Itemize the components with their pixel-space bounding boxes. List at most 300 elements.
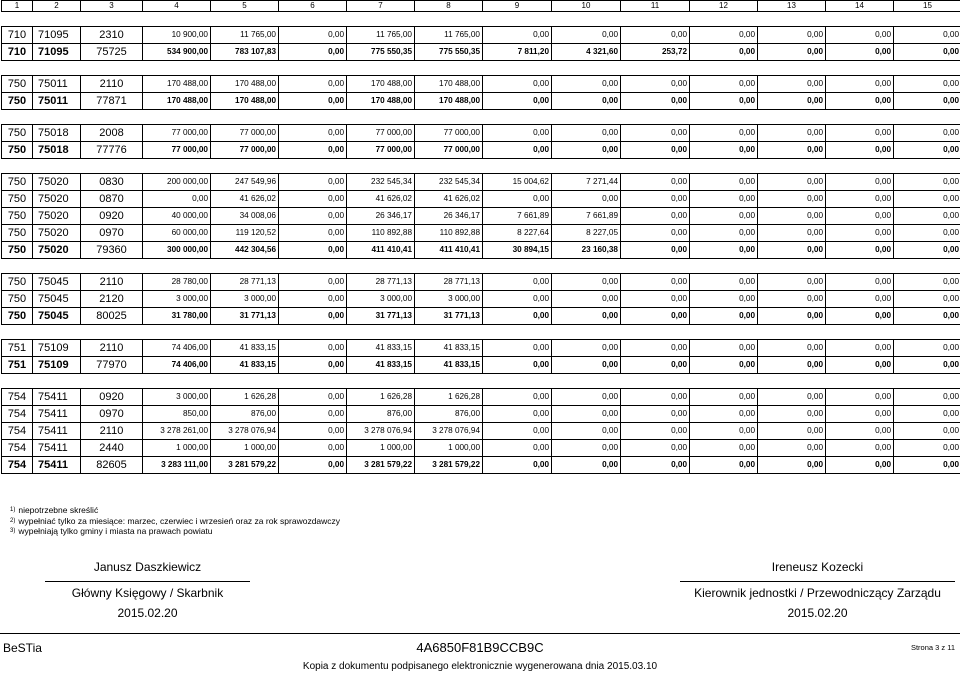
- table-cell: 0,00: [894, 44, 960, 61]
- table-cell: 75045: [33, 274, 81, 291]
- table-cell: 754: [2, 406, 33, 423]
- table-cell: 0,00: [483, 76, 552, 93]
- table-cell: 750: [2, 76, 33, 93]
- table-cell: 0,00: [483, 406, 552, 423]
- table-cell: 3 000,00: [143, 389, 211, 406]
- table-cell: 0,00: [621, 208, 690, 225]
- table-cell: 2440: [81, 440, 143, 457]
- table-cell: 0,00: [552, 76, 621, 93]
- table-cell: 0,00: [279, 174, 347, 191]
- table-cell: 750: [2, 191, 33, 208]
- spacer-cell: [2, 374, 960, 389]
- table-cell: 411 410,41: [415, 242, 483, 259]
- table-cell: 3 278 076,94: [347, 423, 415, 440]
- table-cell: 77 000,00: [347, 142, 415, 159]
- table-cell: 754: [2, 440, 33, 457]
- table-cell: 0,00: [279, 142, 347, 159]
- table-cell: 15 004,62: [483, 174, 552, 191]
- table-cell: 0,00: [758, 389, 826, 406]
- table-cell: 77 000,00: [211, 142, 279, 159]
- table-cell: 0,00: [826, 423, 894, 440]
- table-cell: 754: [2, 423, 33, 440]
- table-cell: 2310: [81, 27, 143, 44]
- table-cell: 0,00: [894, 423, 960, 440]
- table-cell: 754: [2, 389, 33, 406]
- table-row-total: [2, 93, 960, 110]
- table-cell: 3 278 261,00: [143, 423, 211, 440]
- signer-name: Janusz Daszkiewicz: [93, 560, 202, 574]
- table-cell: 23 160,38: [552, 242, 621, 259]
- table-cell: 1 626,28: [211, 389, 279, 406]
- table-cell: 0,00: [552, 440, 621, 457]
- table-cell: 0,00: [894, 208, 960, 225]
- table-cell: 41 833,15: [347, 357, 415, 374]
- table-cell: 2110: [81, 340, 143, 357]
- table-cell: 0,00: [894, 174, 960, 191]
- table-cell: 750: [2, 291, 33, 308]
- table-cell: 0,00: [143, 191, 211, 208]
- table-cell: 0,00: [826, 308, 894, 325]
- table-cell: 0,00: [279, 225, 347, 242]
- signer-name: Ireneusz Kozecki: [771, 560, 864, 574]
- table-cell: 77 000,00: [211, 125, 279, 142]
- table-cell: 0,00: [621, 357, 690, 374]
- table-cell: 75109: [33, 357, 81, 374]
- table-cell: 710: [2, 27, 33, 44]
- table-cell: 0,00: [690, 174, 758, 191]
- table-cell: 82605: [81, 457, 143, 474]
- spacer-cell: [2, 61, 960, 76]
- table-cell: 41 833,15: [347, 340, 415, 357]
- table-cell: 0,00: [621, 27, 690, 44]
- table-cell: 170 488,00: [347, 76, 415, 93]
- table-cell: 0,00: [279, 357, 347, 374]
- table-cell: 0,00: [279, 125, 347, 142]
- signer-role: Główny Księgowy / Skarbnik: [71, 586, 224, 600]
- table-cell: 0,00: [690, 406, 758, 423]
- table-cell: 170 488,00: [211, 93, 279, 110]
- table-cell: 77 000,00: [415, 125, 483, 142]
- table-cell: 0,00: [758, 225, 826, 242]
- table-cell: 77871: [81, 93, 143, 110]
- table-cell: 0,00: [483, 274, 552, 291]
- table-cell: 1 000,00: [347, 440, 415, 457]
- budget-execution-table: [1, 0, 960, 474]
- table-cell: 3 281 579,22: [211, 457, 279, 474]
- table-cell: 750: [2, 225, 33, 242]
- table-cell: 41 833,15: [211, 340, 279, 357]
- table-cell: 2110: [81, 274, 143, 291]
- table-cell: 75011: [33, 93, 81, 110]
- table-row: [2, 274, 960, 291]
- table-cell: 31 780,00: [143, 308, 211, 325]
- table-cell: 71095: [33, 44, 81, 61]
- table-cell: 0,00: [621, 274, 690, 291]
- table-cell: 0,00: [758, 142, 826, 159]
- table-cell: 0,00: [690, 457, 758, 474]
- table-cell: 0920: [81, 389, 143, 406]
- table-cell: 0,00: [690, 274, 758, 291]
- table-cell: 7 271,44: [552, 174, 621, 191]
- table-cell: 80025: [81, 308, 143, 325]
- table-cell: 2120: [81, 291, 143, 308]
- table-cell: 0,00: [621, 291, 690, 308]
- table-cell: 0,00: [552, 389, 621, 406]
- table-cell: 0,00: [894, 440, 960, 457]
- table-cell: 0,00: [894, 308, 960, 325]
- table-cell: 0,00: [279, 93, 347, 110]
- group-spacer: [2, 259, 960, 274]
- signature-block-manager: [680, 560, 955, 620]
- signature-date: 2015.02.20: [787, 606, 848, 620]
- column-number: 4: [143, 1, 211, 12]
- table-cell: 11 765,00: [347, 27, 415, 44]
- table-cell: 1 000,00: [211, 440, 279, 457]
- table-cell: 0,00: [758, 308, 826, 325]
- spacer-cell: [2, 259, 960, 274]
- table-cell: 1 626,28: [347, 389, 415, 406]
- table-cell: 0,00: [894, 274, 960, 291]
- table-cell: 783 107,83: [211, 44, 279, 61]
- table-cell: 3 281 579,22: [415, 457, 483, 474]
- table-cell: 74 406,00: [143, 340, 211, 357]
- spacer-cell: [2, 159, 960, 174]
- table-cell: 0,00: [826, 208, 894, 225]
- table-cell: 0,00: [690, 357, 758, 374]
- table-cell: 75045: [33, 291, 81, 308]
- table-cell: 41 833,15: [211, 357, 279, 374]
- table-cell: 0,00: [826, 174, 894, 191]
- table-cell: 0,00: [758, 440, 826, 457]
- table-cell: 876,00: [211, 406, 279, 423]
- table-cell: 0,00: [483, 291, 552, 308]
- table-cell: 0,00: [826, 76, 894, 93]
- table-cell: 28 771,13: [415, 274, 483, 291]
- table-row: [2, 291, 960, 308]
- group-spacer: [2, 61, 960, 76]
- table-cell: 28 771,13: [211, 274, 279, 291]
- table-cell: 0,00: [690, 125, 758, 142]
- table-cell: 75020: [33, 242, 81, 259]
- table-cell: 0,00: [621, 423, 690, 440]
- table-cell: 0,00: [279, 274, 347, 291]
- table-cell: 0,00: [552, 308, 621, 325]
- table-cell: 0,00: [826, 142, 894, 159]
- table-cell: 0,00: [690, 142, 758, 159]
- table-cell: 75020: [33, 174, 81, 191]
- table-cell: 0,00: [279, 242, 347, 259]
- table-cell: 7 661,89: [483, 208, 552, 225]
- table-cell: 41 626,02: [211, 191, 279, 208]
- group-spacer: [2, 12, 960, 27]
- table-cell: 75018: [33, 125, 81, 142]
- table-cell: 77970: [81, 357, 143, 374]
- table-cell: 0,00: [826, 93, 894, 110]
- table-cell: 0,00: [552, 423, 621, 440]
- table-cell: 3 000,00: [347, 291, 415, 308]
- table-cell: 0,00: [690, 340, 758, 357]
- signature-block-accountant: [45, 560, 250, 620]
- table-cell: 0,00: [279, 44, 347, 61]
- table-cell: 0,00: [279, 423, 347, 440]
- table-cell: 4 321,60: [552, 44, 621, 61]
- table-cell: 750: [2, 242, 33, 259]
- table-cell: 75020: [33, 225, 81, 242]
- table-cell: 3 000,00: [143, 291, 211, 308]
- table-cell: 0,00: [483, 423, 552, 440]
- table-cell: 0,00: [894, 389, 960, 406]
- table-cell: 300 000,00: [143, 242, 211, 259]
- table-cell: 77 000,00: [415, 142, 483, 159]
- table-cell: 0,00: [826, 340, 894, 357]
- table-cell: 0,00: [621, 340, 690, 357]
- table-cell: 0,00: [894, 357, 960, 374]
- table-cell: 0,00: [483, 125, 552, 142]
- table-cell: 0,00: [894, 457, 960, 474]
- column-number: 2: [33, 1, 81, 12]
- spacer-cell: [2, 12, 960, 27]
- table-cell: 10 900,00: [143, 27, 211, 44]
- column-number: 8: [415, 1, 483, 12]
- footnote: $^{2)}$ wypełniać tylko za miesiące: marzec, czerwiec i wrzesień oraz za rok sprawozdawczy: [10, 515, 341, 526]
- table-cell: 75725: [81, 44, 143, 61]
- page-number: Strona 3 z 11: [910, 643, 955, 652]
- table-row: [2, 174, 960, 191]
- table-cell: 0,00: [690, 76, 758, 93]
- table-row: [2, 423, 960, 440]
- table-cell: 0,00: [894, 93, 960, 110]
- table-cell: 0,00: [894, 27, 960, 44]
- table-cell: 0,00: [758, 93, 826, 110]
- table-cell: 0,00: [690, 242, 758, 259]
- table-cell: 775 550,35: [347, 44, 415, 61]
- table-cell: 0,00: [621, 389, 690, 406]
- table-cell: 232 545,34: [347, 174, 415, 191]
- table-cell: 7 811,20: [483, 44, 552, 61]
- table-cell: 0,00: [279, 308, 347, 325]
- table-cell: 0,00: [894, 242, 960, 259]
- table-cell: 0,00: [826, 225, 894, 242]
- column-number: 3: [81, 1, 143, 12]
- table-cell: 0,00: [826, 274, 894, 291]
- table-cell: 534 900,00: [143, 44, 211, 61]
- table-cell: 750: [2, 142, 33, 159]
- column-number: 1: [2, 1, 33, 12]
- table-cell: 170 488,00: [415, 76, 483, 93]
- table-row-total: [2, 242, 960, 259]
- table-cell: 31 771,13: [347, 308, 415, 325]
- table-cell: 26 346,17: [347, 208, 415, 225]
- table-cell: 0,00: [552, 291, 621, 308]
- table-cell: 0830: [81, 174, 143, 191]
- table-cell: 41 833,15: [415, 340, 483, 357]
- table-cell: 0870: [81, 191, 143, 208]
- table-cell: 41 833,15: [415, 357, 483, 374]
- table-cell: 0,00: [690, 44, 758, 61]
- table-cell: 0,00: [690, 389, 758, 406]
- table-cell: 232 545,34: [415, 174, 483, 191]
- table-cell: 751: [2, 357, 33, 374]
- table-cell: 71095: [33, 27, 81, 44]
- table-cell: 0,00: [279, 340, 347, 357]
- column-number: 5: [211, 1, 279, 12]
- table-cell: 110 892,88: [347, 225, 415, 242]
- table-cell: 253,72: [621, 44, 690, 61]
- table-cell: 1 000,00: [415, 440, 483, 457]
- table-cell: 0920: [81, 208, 143, 225]
- table-cell: 0,00: [826, 389, 894, 406]
- table-row: [2, 191, 960, 208]
- table-cell: 170 488,00: [143, 76, 211, 93]
- group-spacer: [2, 159, 960, 174]
- table-cell: 876,00: [347, 406, 415, 423]
- table-cell: 11 765,00: [211, 27, 279, 44]
- column-number: 13: [758, 1, 826, 12]
- signature-line: [45, 581, 250, 582]
- table-cell: 0,00: [552, 457, 621, 474]
- table-cell: 0,00: [826, 457, 894, 474]
- table-cell: 26 346,17: [415, 208, 483, 225]
- table-cell: 0,00: [279, 389, 347, 406]
- table-cell: 0,00: [690, 440, 758, 457]
- group-spacer: [2, 110, 960, 125]
- table-row: [2, 440, 960, 457]
- table-cell: 0,00: [552, 191, 621, 208]
- table-cell: 0,00: [690, 191, 758, 208]
- table-cell: 75411: [33, 406, 81, 423]
- table-cell: 170 488,00: [415, 93, 483, 110]
- table-cell: 110 892,88: [415, 225, 483, 242]
- table-cell: 442 304,56: [211, 242, 279, 259]
- table-cell: 0,00: [621, 174, 690, 191]
- table-cell: 0,00: [621, 457, 690, 474]
- table-cell: 0,00: [483, 357, 552, 374]
- table-cell: 0,00: [621, 76, 690, 93]
- table-cell: 750: [2, 308, 33, 325]
- table-cell: 0,00: [552, 27, 621, 44]
- table-cell: 750: [2, 174, 33, 191]
- table-cell: 850,00: [143, 406, 211, 423]
- table-cell: 0,00: [279, 291, 347, 308]
- table-cell: 0,00: [279, 191, 347, 208]
- table-cell: 0,00: [552, 340, 621, 357]
- document-id: 4A6850F81B9CCB9C: [416, 640, 544, 655]
- table-cell: 1 626,28: [415, 389, 483, 406]
- table-cell: 0,00: [621, 142, 690, 159]
- table-cell: 31 771,13: [211, 308, 279, 325]
- table-row-total: [2, 142, 960, 159]
- table-cell: 0,00: [894, 142, 960, 159]
- table-cell: 0,00: [552, 142, 621, 159]
- footnote: $^{1)}$ niepotrzebne skreślić: [10, 505, 99, 515]
- table-cell: 0,00: [279, 457, 347, 474]
- table-row-total: [2, 308, 960, 325]
- table-cell: 0,00: [758, 457, 826, 474]
- group-spacer: [2, 374, 960, 389]
- table-cell: 0,00: [279, 440, 347, 457]
- footnote: $^{3)}$ wypełniają tylko gminy i miasta na prawach powiatu: [10, 526, 213, 536]
- table-cell: 119 120,52: [211, 225, 279, 242]
- table-cell: 0,00: [758, 242, 826, 259]
- table-row-total: [2, 44, 960, 61]
- table-cell: 0,00: [826, 406, 894, 423]
- spacer-cell: [2, 110, 960, 125]
- table-cell: 0,00: [758, 357, 826, 374]
- footer-brand: BeSTia: [3, 641, 42, 655]
- table-cell: 0,00: [690, 93, 758, 110]
- table-cell: 75020: [33, 191, 81, 208]
- table-cell: 0,00: [826, 27, 894, 44]
- table-cell: 0,00: [621, 225, 690, 242]
- table-cell: 0,00: [483, 27, 552, 44]
- table-cell: 170 488,00: [143, 93, 211, 110]
- signature-date: 2015.02.20: [117, 606, 178, 620]
- table-cell: 60 000,00: [143, 225, 211, 242]
- footer-divider: [0, 633, 960, 634]
- copy-note: Kopia z dokumentu podpisanego elektronicznie wygenerowana dnia 2015.03.10: [302, 661, 658, 672]
- table-row: [2, 340, 960, 357]
- table-cell: 0,00: [758, 340, 826, 357]
- table-cell: 750: [2, 274, 33, 291]
- table-cell: 775 550,35: [415, 44, 483, 61]
- table-cell: 0,00: [758, 174, 826, 191]
- table-cell: 0,00: [894, 125, 960, 142]
- column-number: 6: [279, 1, 347, 12]
- table-cell: 3 278 076,94: [415, 423, 483, 440]
- table-cell: 710: [2, 44, 33, 61]
- table-cell: 8 227,05: [552, 225, 621, 242]
- column-number: 14: [826, 1, 894, 12]
- table-cell: 0,00: [758, 191, 826, 208]
- table-cell: 0,00: [690, 208, 758, 225]
- table-cell: 0,00: [279, 76, 347, 93]
- table-cell: 0,00: [552, 274, 621, 291]
- table-cell: 75020: [33, 208, 81, 225]
- table-cell: 170 488,00: [211, 76, 279, 93]
- table-cell: 3 000,00: [211, 291, 279, 308]
- table-cell: 40 000,00: [143, 208, 211, 225]
- column-number: 7: [347, 1, 415, 12]
- table-cell: 77776: [81, 142, 143, 159]
- table-cell: 77 000,00: [143, 142, 211, 159]
- table-row-total: [2, 457, 960, 474]
- table-cell: 75109: [33, 340, 81, 357]
- table-cell: 31 771,13: [415, 308, 483, 325]
- table-cell: 0,00: [483, 93, 552, 110]
- table-cell: 0,00: [894, 191, 960, 208]
- table-cell: 75011: [33, 76, 81, 93]
- table-cell: 28 771,13: [347, 274, 415, 291]
- table-cell: 0,00: [826, 242, 894, 259]
- column-number: 10: [552, 1, 621, 12]
- table-cell: 0,00: [552, 357, 621, 374]
- table-cell: 0,00: [483, 440, 552, 457]
- table-cell: 75018: [33, 142, 81, 159]
- signature-line: [680, 581, 955, 582]
- table-cell: 876,00: [415, 406, 483, 423]
- table-cell: 0,00: [483, 191, 552, 208]
- table-cell: 750: [2, 93, 33, 110]
- table-cell: 0,00: [483, 340, 552, 357]
- table-cell: 0,00: [826, 191, 894, 208]
- table-cell: 0,00: [758, 44, 826, 61]
- table-cell: 0,00: [826, 291, 894, 308]
- table-cell: 41 626,02: [347, 191, 415, 208]
- table-cell: 0,00: [621, 125, 690, 142]
- table-cell: 2110: [81, 76, 143, 93]
- table-cell: 0,00: [758, 76, 826, 93]
- table-cell: 0,00: [758, 423, 826, 440]
